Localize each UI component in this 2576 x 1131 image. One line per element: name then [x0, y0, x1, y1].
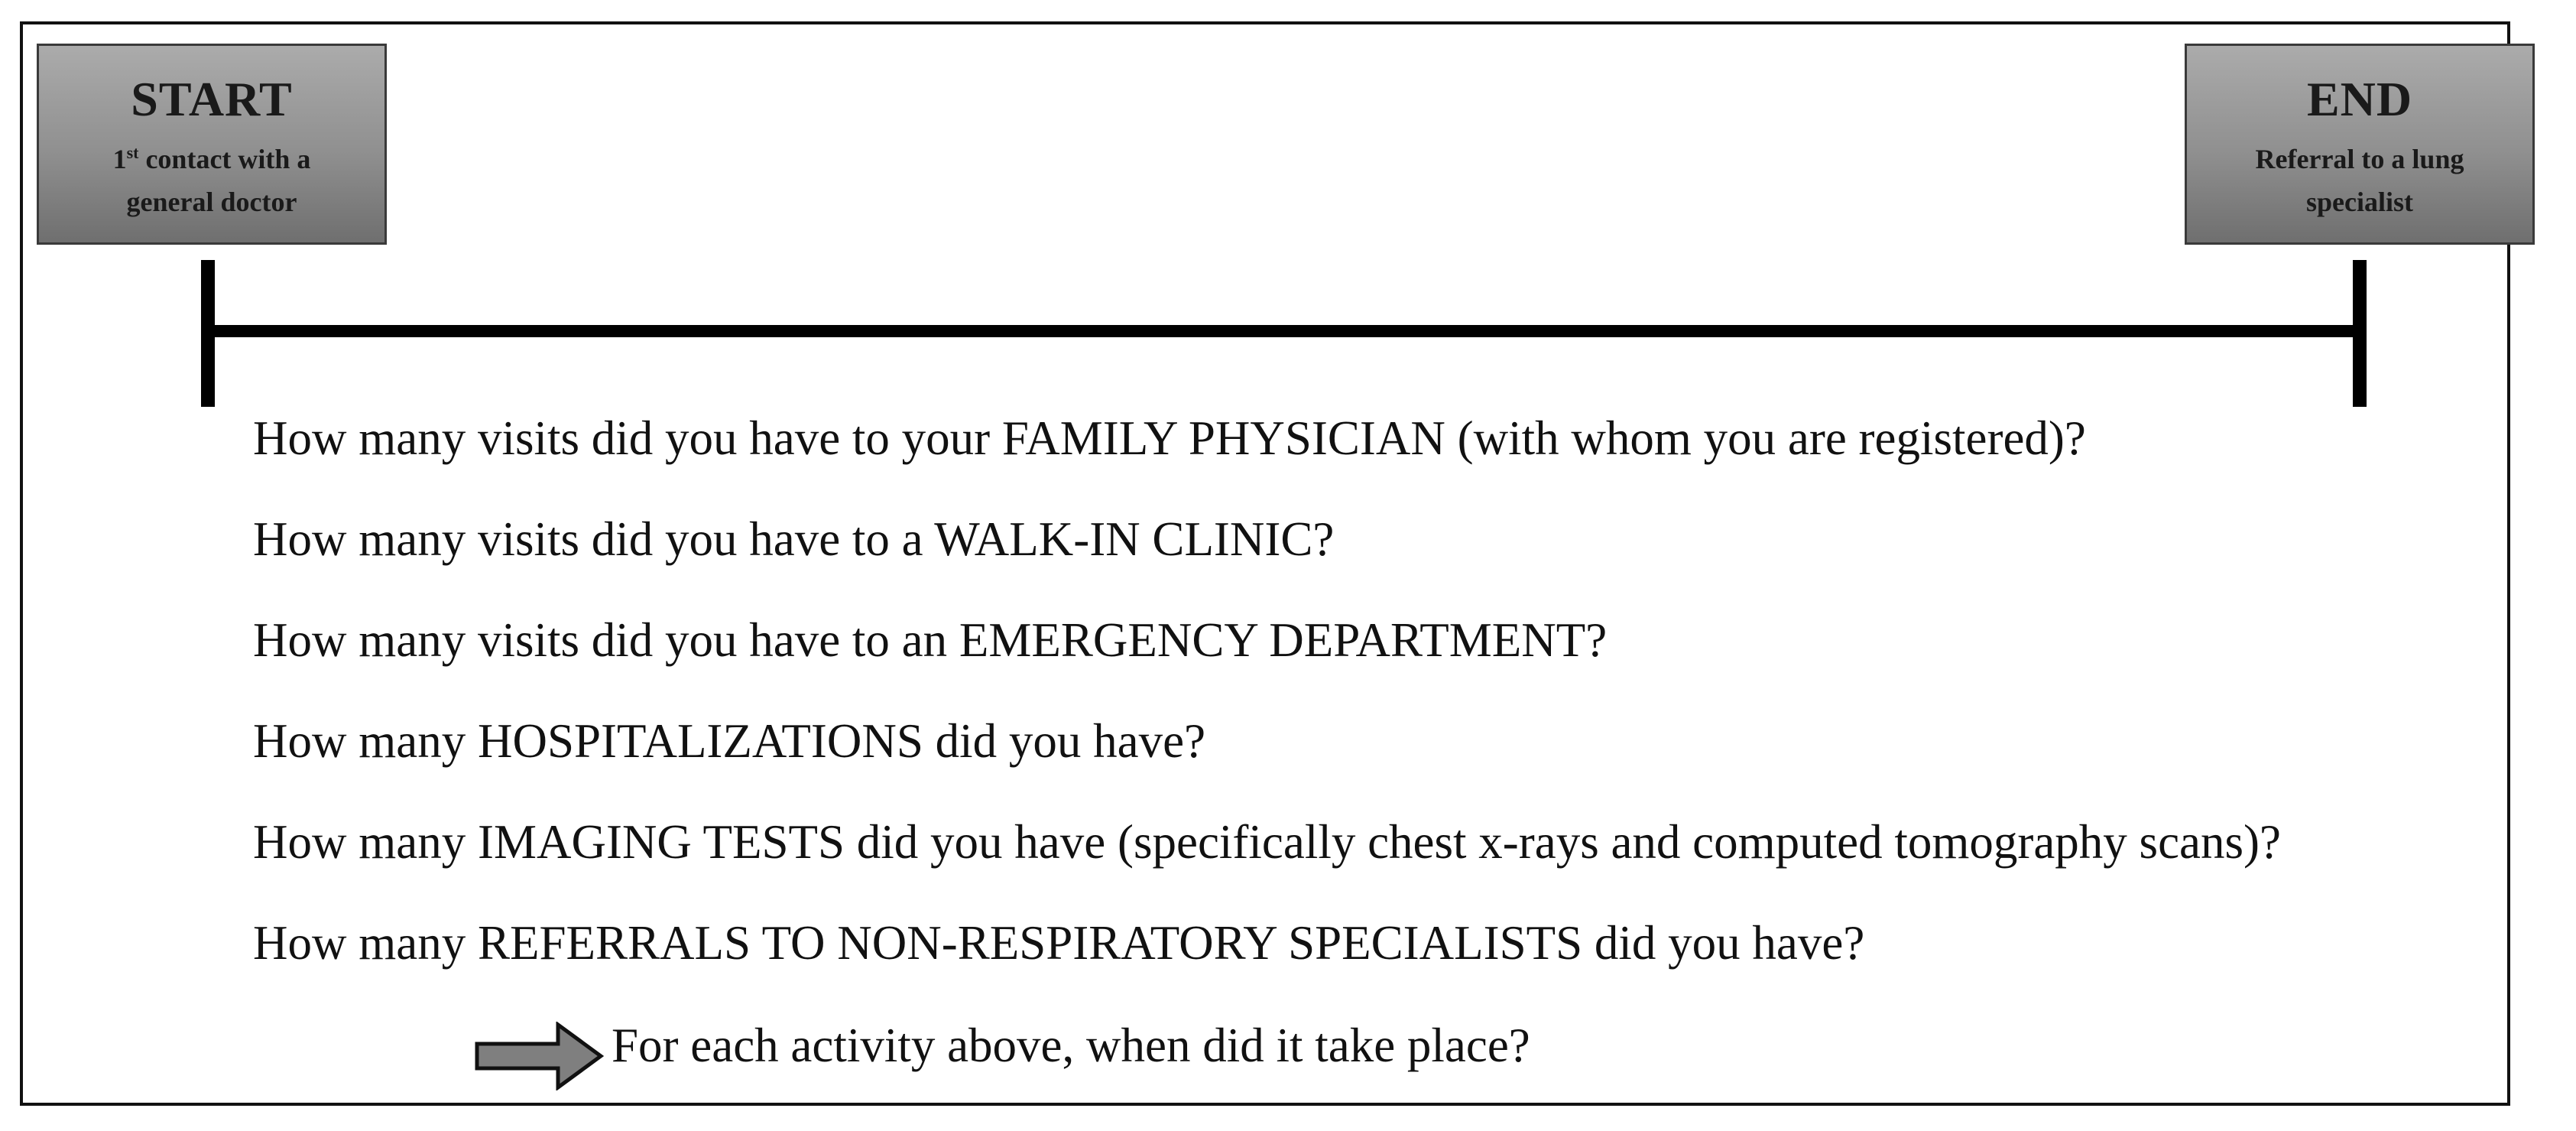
question-hospitalizations: How many HOSPITALIZATIONS did you have?	[253, 714, 1206, 768]
question-walk-in-clinic: How many visits did you have to a WALK-IN CLINIC?	[253, 512, 1335, 566]
question-referrals: How many REFERRALS TO NON-RESPIRATORY SPECIALISTS did you have?	[253, 916, 1865, 970]
question-list	[253, 410, 2493, 1016]
question-family-physician: How many visits did you have to your FAMILY PHYSICIAN (with whom you are registered)?	[253, 411, 2086, 465]
start-line1-superscript: st	[126, 143, 139, 162]
question-emergency-department: How many visits did you have to an EMERGENCY DEPARTMENT?	[253, 613, 1608, 667]
start-title: START	[131, 72, 293, 126]
question-imaging-tests: How many IMAGING TESTS did you have (specifically chest x-rays and computed tomography scans)?	[253, 815, 2281, 869]
right-arrow-icon	[474, 1022, 604, 1090]
end-title: END	[2306, 72, 2413, 126]
start-line1-suffix: contact with a	[138, 144, 311, 174]
start-line2: general doctor	[126, 187, 297, 217]
end-line1: Referral to a lung	[2255, 144, 2464, 174]
followup-question: For each activity above, when did it take place?	[612, 1019, 1530, 1072]
start-line1-prefix: 1	[112, 144, 127, 174]
end-line2: specialist	[2306, 187, 2413, 217]
